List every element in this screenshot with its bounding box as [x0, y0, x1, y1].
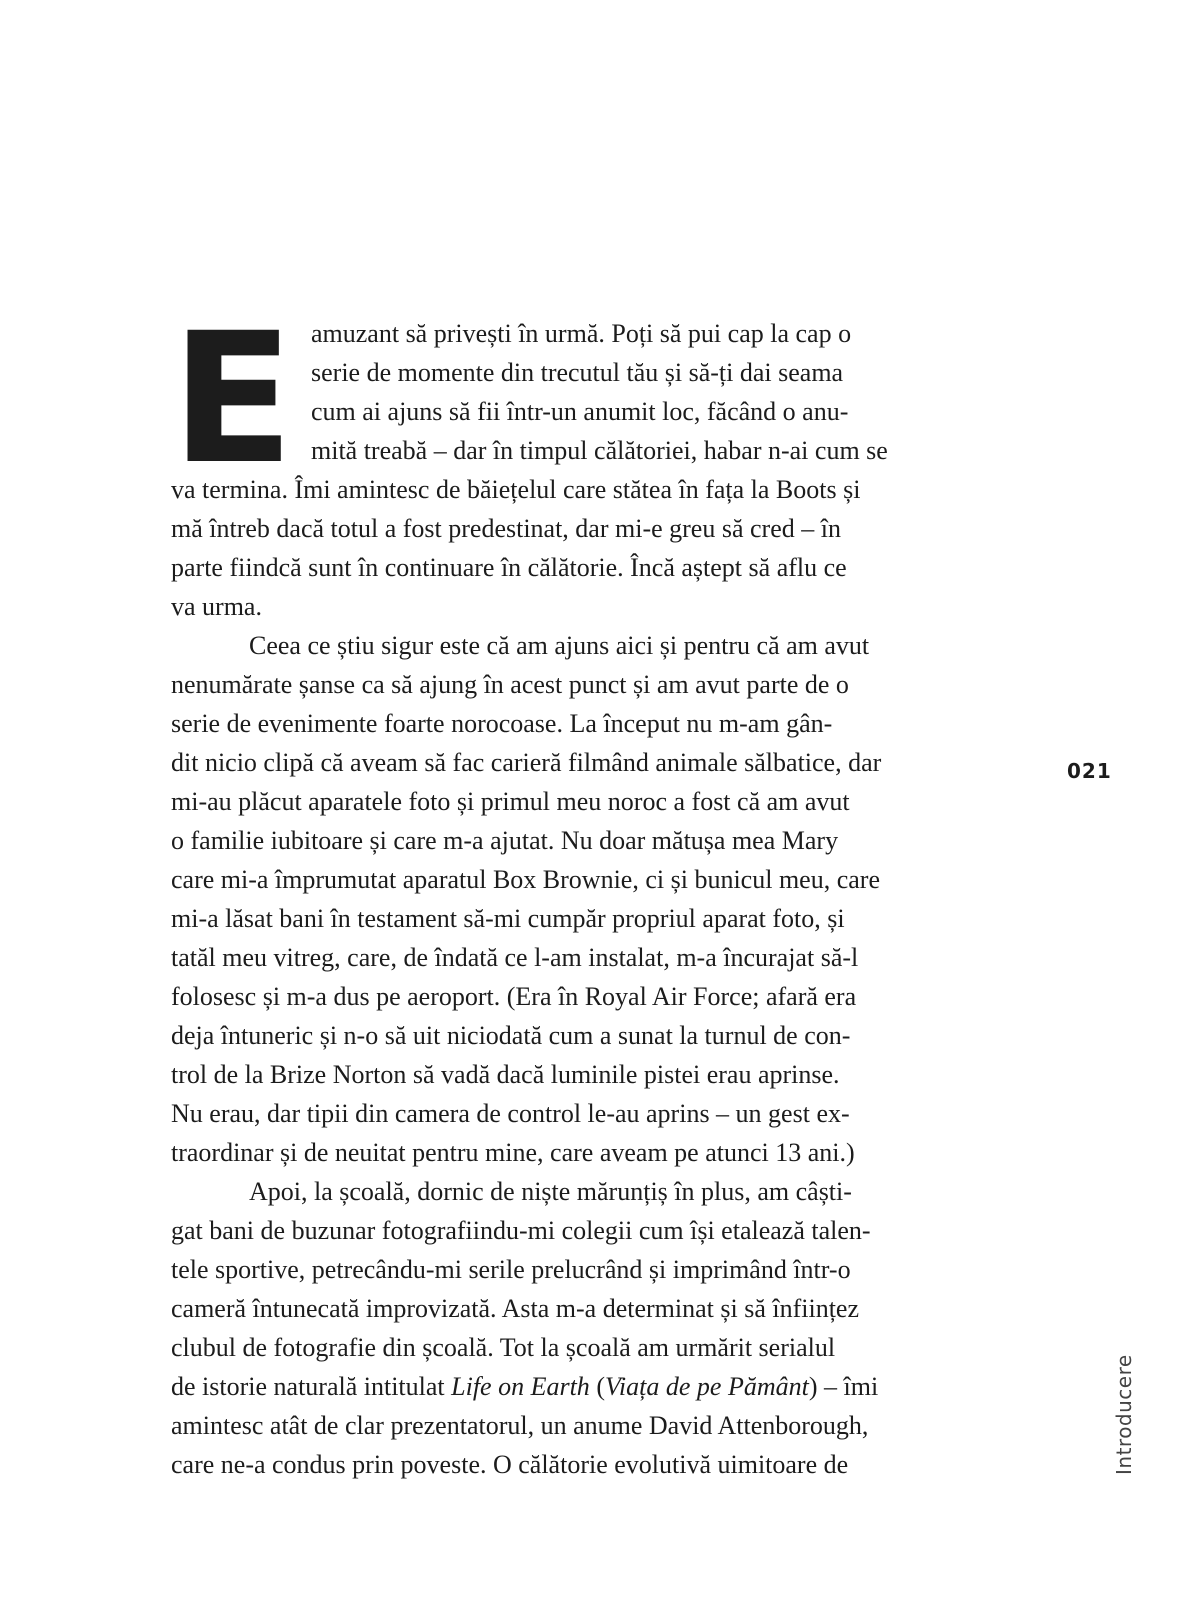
text-line: tatăl meu vitreg, care, de îndată ce l-am instalat, m-a încurajat să-l	[171, 943, 859, 972]
text-line: parte fiindcă sunt în continuare în călătorie. Încă aștept să aflu ce	[171, 553, 847, 582]
text-line: va urma.	[171, 592, 262, 621]
book-title-romanian: Viața de pe Pământ	[604, 1372, 809, 1401]
text-line: folosesc și m-a dus pe aeroport. (Era în Royal Air Force; afară era	[171, 982, 857, 1011]
text-line: clubul de fotografie din școală. Tot la școală am urmărit serialul	[171, 1333, 836, 1362]
text-line: serie de momente din trecutul tău și să-ți dai seama	[311, 358, 844, 387]
text-line: tele sportive, petrecându-mi serile prelucrând și imprimând într-o	[171, 1255, 851, 1284]
text-line: care mi-a împrumutat aparatul Box Brownie, ci și bunicul meu, care	[171, 865, 880, 894]
text-line: mită treabă – dar în timpul călătoriei, habar n-ai cum se	[311, 436, 888, 465]
text-line: care ne-a condus prin poveste. O călătorie evolutivă uimitoare de	[171, 1450, 849, 1479]
text-line: traordinar și de neuitat pentru mine, care aveam pe atunci 13 ani.)	[171, 1138, 855, 1167]
text-line: mă întreb dacă totul a fost predestinat, dar mi-e greu să cred – în	[171, 514, 841, 543]
text-line: nenumărate șanse ca să ajung în acest punct și am avut parte de o	[171, 670, 849, 699]
text-line: amintesc atât de clar prezentatorul, un anume David Attenborough,	[171, 1411, 869, 1440]
drop-cap: E	[171, 295, 294, 504]
text-fragment: ) – îmi	[808, 1372, 879, 1401]
text-line: trol de la Brize Norton să vadă dacă luminile pistei erau aprinse.	[171, 1060, 840, 1089]
text-line: deja întuneric și n-o să uit niciodată cum a sunat la turnul de con-	[171, 1021, 851, 1050]
text-line: mi-a lăsat bani în testament să-mi cumpăr propriul aparat foto, și	[171, 904, 845, 933]
text-fragment: (	[589, 1372, 605, 1401]
text-line: dit nicio clipă că aveam să fac carieră filmând animale sălbatice, dar	[171, 748, 882, 777]
book-title-english: Life on Earth	[451, 1372, 590, 1401]
text-line: cameră întunecată improvizată. Asta m-a determinat și să înființez	[171, 1294, 859, 1323]
text-line: amuzant să privești în urmă. Poți să pui cap la cap o	[311, 319, 852, 348]
text-line	[171, 1367, 1041, 1406]
text-fragment: de istorie naturală intitulat	[171, 1372, 452, 1401]
text-line: Nu erau, dar tipii din camera de control le-au aprins – un gest ex-	[171, 1099, 850, 1128]
page-number: 021	[1067, 759, 1112, 783]
text-line: serie de evenimente foarte norocoase. La început nu m-am gân-	[171, 709, 833, 738]
running-head: Introducere	[1112, 1354, 1136, 1475]
text-line: mi-au plăcut aparatele foto și primul meu noroc a fost că am avut	[171, 787, 850, 816]
text-line: va termina. Îmi amintesc de băiețelul care stătea în fața la Boots și	[171, 475, 861, 504]
text-line: Apoi, la școală, dornic de niște mărunțiș în plus, am câști-	[249, 1177, 852, 1206]
text-line: Ceea ce știu sigur este că am ajuns aici și pentru că am avut	[249, 631, 870, 660]
text-line: cum ai ajuns să fii într-un anumit loc, făcând o anu-	[311, 397, 849, 426]
text-line: o familie iubitoare și care m-a ajutat. Nu doar mătușa mea Mary	[171, 826, 839, 855]
body-text	[171, 295, 1041, 1484]
text-line: gat bani de buzunar fotografiindu-mi colegii cum își etalează talen-	[171, 1216, 871, 1245]
